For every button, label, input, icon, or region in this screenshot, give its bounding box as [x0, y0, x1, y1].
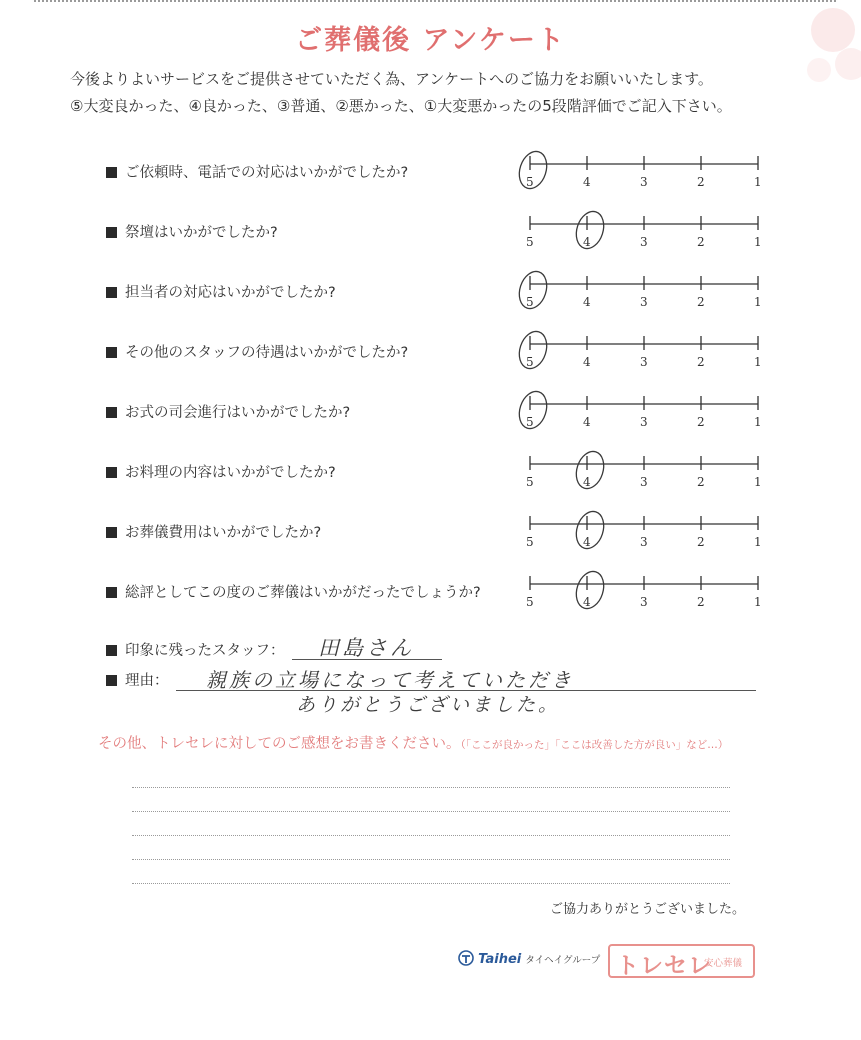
bullet-square-icon — [106, 167, 117, 178]
question-text: 担当者の対応はいかがでしたか? — [125, 285, 336, 301]
intro-line-2: ⑤大変良かった、④良かった、③普通、②悪かった、①大変悪かったの5段階評価でご記入下さい。 — [70, 97, 732, 115]
question-text: お料理の内容はいかがでしたか? — [125, 465, 336, 481]
comment-line — [132, 787, 730, 788]
scale-number: 2 — [697, 235, 705, 249]
scale-number: 3 — [640, 295, 648, 309]
taihei-logo-text: Taihei — [478, 952, 522, 967]
bullet-square-icon — [106, 407, 117, 418]
scale-number: 1 — [754, 475, 762, 489]
comments-prompt — [98, 732, 728, 753]
scale-number: 2 — [697, 475, 705, 489]
question-label — [106, 401, 350, 422]
scale-number: 2 — [697, 535, 705, 549]
rating-scale — [520, 158, 770, 198]
scale-number: 4 — [583, 415, 591, 429]
scale-number: 4 — [583, 175, 591, 189]
bullet-square-icon — [106, 287, 117, 298]
scale-number: 4 — [583, 295, 591, 309]
question-text: ご依頼時、電話での対応はいかがでしたか? — [125, 165, 409, 181]
reason-row — [106, 669, 169, 690]
scale-number: 5 — [526, 595, 534, 609]
scale-number: 5 — [526, 415, 534, 429]
reason-handwritten-line-2: ありがとうございました。 — [296, 694, 561, 716]
scale-number: 4 — [583, 475, 591, 489]
bullet-square-icon — [106, 467, 117, 478]
scale-number: 5 — [526, 535, 534, 549]
rating-scale — [520, 338, 770, 378]
bullet-square-icon — [106, 587, 117, 598]
scale-number: 5 — [526, 235, 534, 249]
intro-line-1: 今後よりよいサービスをご提供させていただく為、アンケートへのご協力をお願いいたします。 — [70, 70, 713, 88]
staff-row — [106, 639, 285, 660]
question-label — [106, 221, 278, 242]
scale-number: 5 — [526, 295, 534, 309]
scale-number: 3 — [640, 175, 648, 189]
scale-number: 1 — [754, 535, 762, 549]
comments-hint: （「ここが良かった」「ここは改善した方が良い」など…） — [460, 739, 729, 751]
staff-handwritten-name: 田島さん — [318, 636, 414, 660]
question-text: お式の司会進行はいかがでしたか? — [125, 405, 351, 421]
rating-scale — [520, 278, 770, 318]
taihei-group-text: タイヘイグループ — [525, 955, 601, 966]
scale-number: 1 — [754, 595, 762, 609]
rating-scale — [520, 458, 770, 498]
toresere-logo-text: トレセレ — [616, 953, 712, 979]
bullet-square-icon — [106, 527, 117, 538]
reason-label: 理由： — [125, 673, 169, 689]
top-dotted-border — [34, 0, 836, 2]
rating-scale — [520, 578, 770, 618]
scale-number: 2 — [697, 415, 705, 429]
scale-number: 3 — [640, 475, 648, 489]
page-title: ご葬儀後 アンケート — [295, 25, 566, 56]
comment-line — [132, 859, 730, 860]
scale-number: 3 — [640, 355, 648, 369]
question-text: お葬儀費用はいかがでしたか? — [125, 525, 322, 541]
staff-underline — [292, 659, 442, 660]
bullet-square-icon — [106, 645, 117, 656]
comment-line — [132, 883, 730, 884]
taihei-logo — [458, 950, 600, 967]
scale-number: 5 — [526, 175, 534, 189]
scale-number: 1 — [754, 235, 762, 249]
scale-number: 4 — [583, 535, 591, 549]
scale-number: 3 — [640, 535, 648, 549]
scale-number: 1 — [754, 175, 762, 189]
scale-number: 1 — [754, 295, 762, 309]
comments-prompt-text: その他、トレセレに対してのご感想をお書きください。 — [98, 736, 461, 752]
question-label — [106, 341, 408, 362]
staff-label: 印象に残ったスタッフ： — [125, 643, 285, 659]
question-label — [106, 461, 336, 482]
bullet-square-icon — [106, 675, 117, 686]
scale-number: 1 — [754, 355, 762, 369]
question-text: 総評としてこの度のご葬儀はいかがだったでしょうか? — [125, 585, 481, 601]
scale-number: 5 — [526, 475, 534, 489]
toresere-logo — [608, 944, 755, 978]
scale-number: 1 — [754, 415, 762, 429]
rating-scale — [520, 518, 770, 558]
taihei-mark-icon — [458, 950, 474, 966]
question-text: その他のスタッフの待遇はいかがでしたか? — [125, 345, 409, 361]
question-text: 祭壇はいかがでしたか? — [125, 225, 278, 241]
scale-number: 4 — [583, 595, 591, 609]
rating-scale — [520, 398, 770, 438]
comment-line — [132, 811, 730, 812]
thanks-text: ご協力ありがとうございました。 — [550, 902, 746, 917]
toresere-logo-sub: 安心葬儀 — [704, 958, 743, 969]
scale-number: 2 — [697, 595, 705, 609]
scale-number: 4 — [583, 235, 591, 249]
question-label — [106, 161, 408, 182]
comment-line — [132, 835, 730, 836]
scale-number: 2 — [697, 175, 705, 189]
bullet-square-icon — [106, 347, 117, 358]
question-label — [106, 521, 321, 542]
scale-number: 2 — [697, 355, 705, 369]
scale-number: 3 — [640, 415, 648, 429]
scale-number: 3 — [640, 595, 648, 609]
scale-number: 2 — [697, 295, 705, 309]
scale-number: 4 — [583, 355, 591, 369]
rating-scale — [520, 218, 770, 258]
bullet-square-icon — [106, 227, 117, 238]
scale-number: 5 — [526, 355, 534, 369]
question-label — [106, 581, 481, 602]
scale-number: 3 — [640, 235, 648, 249]
reason-handwritten-line-1: 親族の立場になって考えていただき — [206, 668, 574, 692]
question-label — [106, 281, 336, 302]
